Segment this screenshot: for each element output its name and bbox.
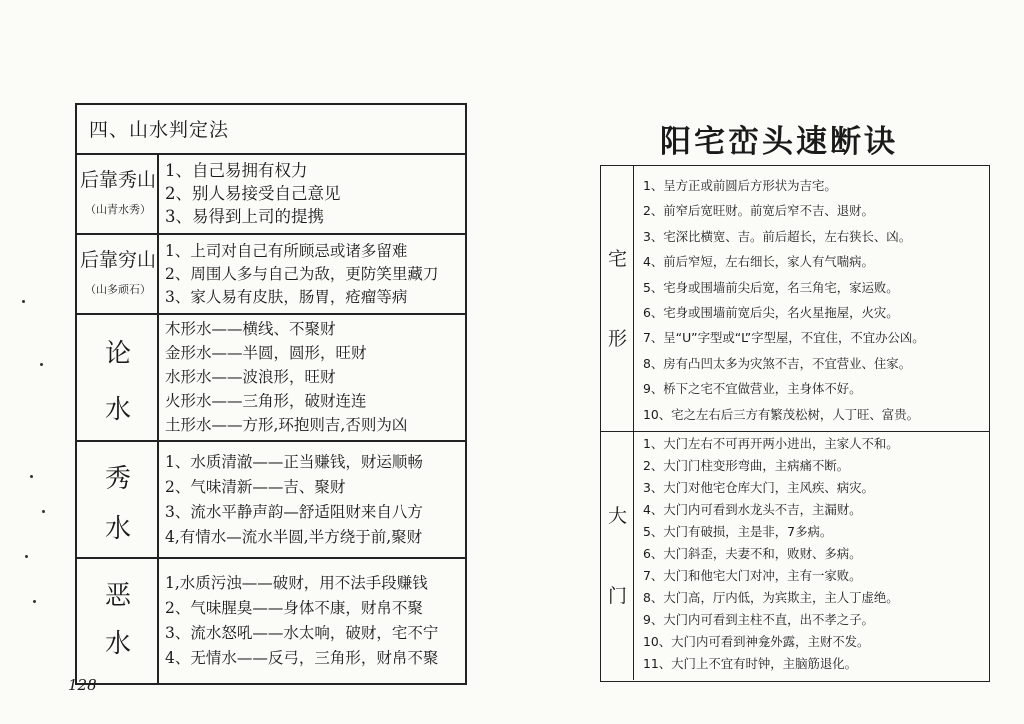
table-title-row bbox=[77, 105, 465, 155]
scan-speck bbox=[30, 475, 33, 478]
row-line: 水形水——波浪形，旺财 bbox=[165, 368, 336, 386]
section-main-door bbox=[601, 431, 989, 680]
house-form-table bbox=[600, 165, 990, 682]
row-heading-cell bbox=[77, 442, 159, 557]
row-heading-char: 水 bbox=[104, 514, 131, 544]
list-item: 8、大门高，厅内低，为宾欺主，主人丁虚绝。 bbox=[643, 590, 899, 605]
row-line: 1、自己易拥有权力 bbox=[165, 161, 308, 180]
row-heading: 后靠穷山 bbox=[79, 249, 156, 271]
row-heading-cell bbox=[77, 235, 159, 313]
row-line: 3、流水平静声韵—舒适阻财来自八方 bbox=[165, 503, 423, 521]
row-heading-char: 水 bbox=[104, 395, 131, 425]
section-label-char: 宅 bbox=[607, 248, 627, 270]
row-heading-char: 秀 bbox=[104, 464, 131, 494]
list-item: 10、大门内可看到神龛外露，主财不发。 bbox=[643, 634, 870, 649]
row-heading-cell bbox=[77, 155, 159, 233]
list-item: 3、宅深比横宽、吉。前后超长，左右狭长、凶。 bbox=[643, 229, 912, 244]
scan-speck bbox=[42, 510, 45, 513]
section-label-char: 形 bbox=[607, 328, 627, 350]
row-body bbox=[159, 315, 465, 440]
list-item: 1、大门左右不可再开两小进出，主家人不和。 bbox=[643, 436, 899, 451]
row-heading-cell bbox=[77, 315, 159, 440]
row-line: 2、周围人多与自己为敌，更防笑里藏刀 bbox=[165, 265, 439, 283]
section-label-cell bbox=[601, 166, 634, 431]
mountain-water-table bbox=[75, 103, 467, 685]
table-row bbox=[77, 442, 465, 559]
row-heading-char: 论 bbox=[104, 339, 131, 369]
row-line: 木形水——横线、不聚财 bbox=[165, 320, 336, 338]
table-row bbox=[77, 559, 465, 683]
list-item: 4、前后窄短，左右细长，家人有气喘病。 bbox=[643, 254, 874, 269]
row-line: 2、气味腥臭——身体不康，财帛不聚 bbox=[165, 599, 423, 617]
list-item: 3、大门对他宅仓库大门，主风疾、病灾。 bbox=[643, 480, 874, 495]
list-item: 6、宅身或围墙前宽后尖，名火星拖屋，火灾。 bbox=[643, 305, 899, 320]
table-row bbox=[77, 155, 465, 235]
list-item: 5、宅身或围墙前尖后宽，名三角宅，家运败。 bbox=[643, 280, 899, 295]
list-item: 7、呈“U”字型或“L”字型屋，不宜住，不宜办公凶。 bbox=[643, 330, 925, 345]
row-body bbox=[159, 235, 465, 313]
row-line: 3、流水怒吼——水太响，破财，宅不宁 bbox=[165, 624, 439, 642]
section-label-char: 大 bbox=[607, 505, 627, 527]
scan-speck bbox=[40, 363, 43, 366]
row-body bbox=[159, 155, 465, 233]
table-row bbox=[77, 235, 465, 315]
section-title: 四、山水判定法 bbox=[89, 119, 230, 141]
list-item: 8、房有凸凹太多为灾煞不吉，不宜营业、住家。 bbox=[643, 356, 912, 371]
list-item: 5、大门有破损，主是非，7多病。 bbox=[643, 524, 833, 539]
row-line: 4,有情水—流水半圆,半方绕于前,聚财 bbox=[165, 528, 423, 546]
scan-speck bbox=[22, 300, 25, 303]
list-item: 4、大门内可看到水龙头不吉，主漏财。 bbox=[643, 502, 862, 517]
row-line: 火形水——三角形，破财连连 bbox=[165, 392, 367, 410]
section-label-cell bbox=[601, 431, 634, 680]
table-row bbox=[77, 315, 465, 442]
section-house-shape bbox=[601, 166, 989, 431]
row-heading-cell bbox=[77, 559, 159, 683]
row-line: 1,水质污浊——破财，用不法手段赚钱 bbox=[165, 574, 428, 592]
page-number: 128 bbox=[68, 676, 97, 694]
row-heading-char: 恶 bbox=[104, 581, 131, 611]
list-item: 2、前窄后宽旺财。前宽后窄不吉、退财。 bbox=[643, 203, 874, 218]
row-line: 3、家人易有皮肤，肠胃，疮瘤等病 bbox=[165, 288, 408, 306]
row-body bbox=[159, 442, 465, 557]
row-body bbox=[159, 559, 465, 683]
list-item: 9、桥下之宅不宜做营业，主身体不好。 bbox=[643, 381, 862, 396]
list-item: 2、大门门柱变形弯曲，主病痛不断。 bbox=[643, 458, 850, 473]
row-line: 1、上司对自己有所顾忌或诸多留难 bbox=[165, 242, 408, 260]
row-line: 2、别人易接受自己意见 bbox=[165, 184, 341, 203]
list-item: 7、大门和他宅大门对冲，主有一家败。 bbox=[643, 568, 862, 583]
list-item: 11、大门上不宜有时钟，主脑筋退化。 bbox=[643, 656, 858, 671]
page-title: 阳宅峦头速断诀 bbox=[660, 124, 898, 160]
list-item: 10、宅之左右后三方有繁茂松树，人丁旺、富贵。 bbox=[643, 407, 919, 422]
row-heading-char: 水 bbox=[104, 629, 131, 659]
list-item: 6、大门斜歪，夫妻不和，败财、多病。 bbox=[643, 546, 862, 561]
row-line: 土形水——方形,环抱则吉,否则为凶 bbox=[165, 416, 408, 434]
row-line: 金形水——半圆，圆形，旺财 bbox=[165, 344, 367, 362]
row-subheading: （山青水秀） bbox=[85, 203, 151, 216]
row-line: 3、易得到上司的提携 bbox=[165, 207, 324, 226]
scan-speck bbox=[25, 555, 28, 558]
row-line: 1、水质清澈——正当赚钱，财运顺畅 bbox=[165, 453, 423, 471]
row-subheading: （山多顽石） bbox=[85, 283, 151, 296]
section-label-char: 门 bbox=[607, 585, 627, 607]
list-item: 9、大门内可看到主柱不直，出不孝之子。 bbox=[643, 612, 874, 627]
scan-speck bbox=[33, 600, 36, 603]
row-line: 2、气味清新——吉、聚财 bbox=[165, 478, 346, 496]
row-heading: 后靠秀山 bbox=[79, 169, 156, 191]
row-line: 4、无情水——反弓，三角形，财帛不聚 bbox=[165, 649, 439, 667]
list-item: 1、呈方正或前圆后方形状为吉宅。 bbox=[643, 178, 837, 193]
